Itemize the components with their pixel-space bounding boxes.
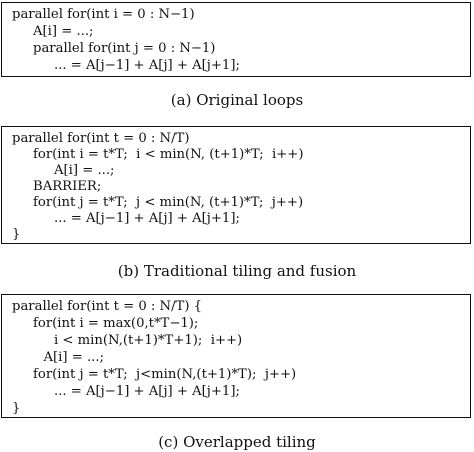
code-line: A[i] = ...; <box>43 350 104 365</box>
code-line: parallel for(int t = 0 : N/T) { <box>12 299 203 314</box>
code-line: parallel for(int j = 0 : N−1) <box>33 41 216 56</box>
figure-caption-c: (c) Overlapped tiling <box>158 433 316 451</box>
code-line: for(int j = t*T; j<min(N,(t+1)*T); j++) <box>33 367 297 382</box>
code-listing-a <box>1 2 471 77</box>
code-line: i < min(N,(t+1)*T+1); i++) <box>54 333 243 348</box>
code-line: } <box>12 227 21 242</box>
code-line: parallel for(int t = 0 : N/T) <box>12 131 190 146</box>
code-listing-b <box>1 126 471 244</box>
code-listing-c <box>1 294 471 418</box>
code-line: ... = A[j−1] + A[j] + A[j+1]; <box>54 211 240 226</box>
figure-caption-a: (a) Original loops <box>170 91 304 109</box>
code-line: BARRIER; <box>33 179 102 194</box>
code-line: for(int i = max(0,t*T−1); <box>33 316 199 331</box>
code-line: ... = A[j−1] + A[j] + A[j+1]; <box>54 58 240 73</box>
code-line: A[i] = ...; <box>54 163 115 178</box>
code-line: for(int j = t*T; j < min(N, (t+1)*T; j++) <box>33 195 304 210</box>
code-line: A[i] = ...; <box>33 24 94 39</box>
code-line: for(int i = t*T; i < min(N, (t+1)*T; i++) <box>33 147 304 162</box>
figure-caption-b: (b) Traditional tiling and fusion <box>117 262 357 280</box>
code-line: } <box>12 401 21 416</box>
code-line: parallel for(int i = 0 : N−1) <box>12 7 195 22</box>
code-line: ... = A[j−1] + A[j] + A[j+1]; <box>54 384 240 399</box>
